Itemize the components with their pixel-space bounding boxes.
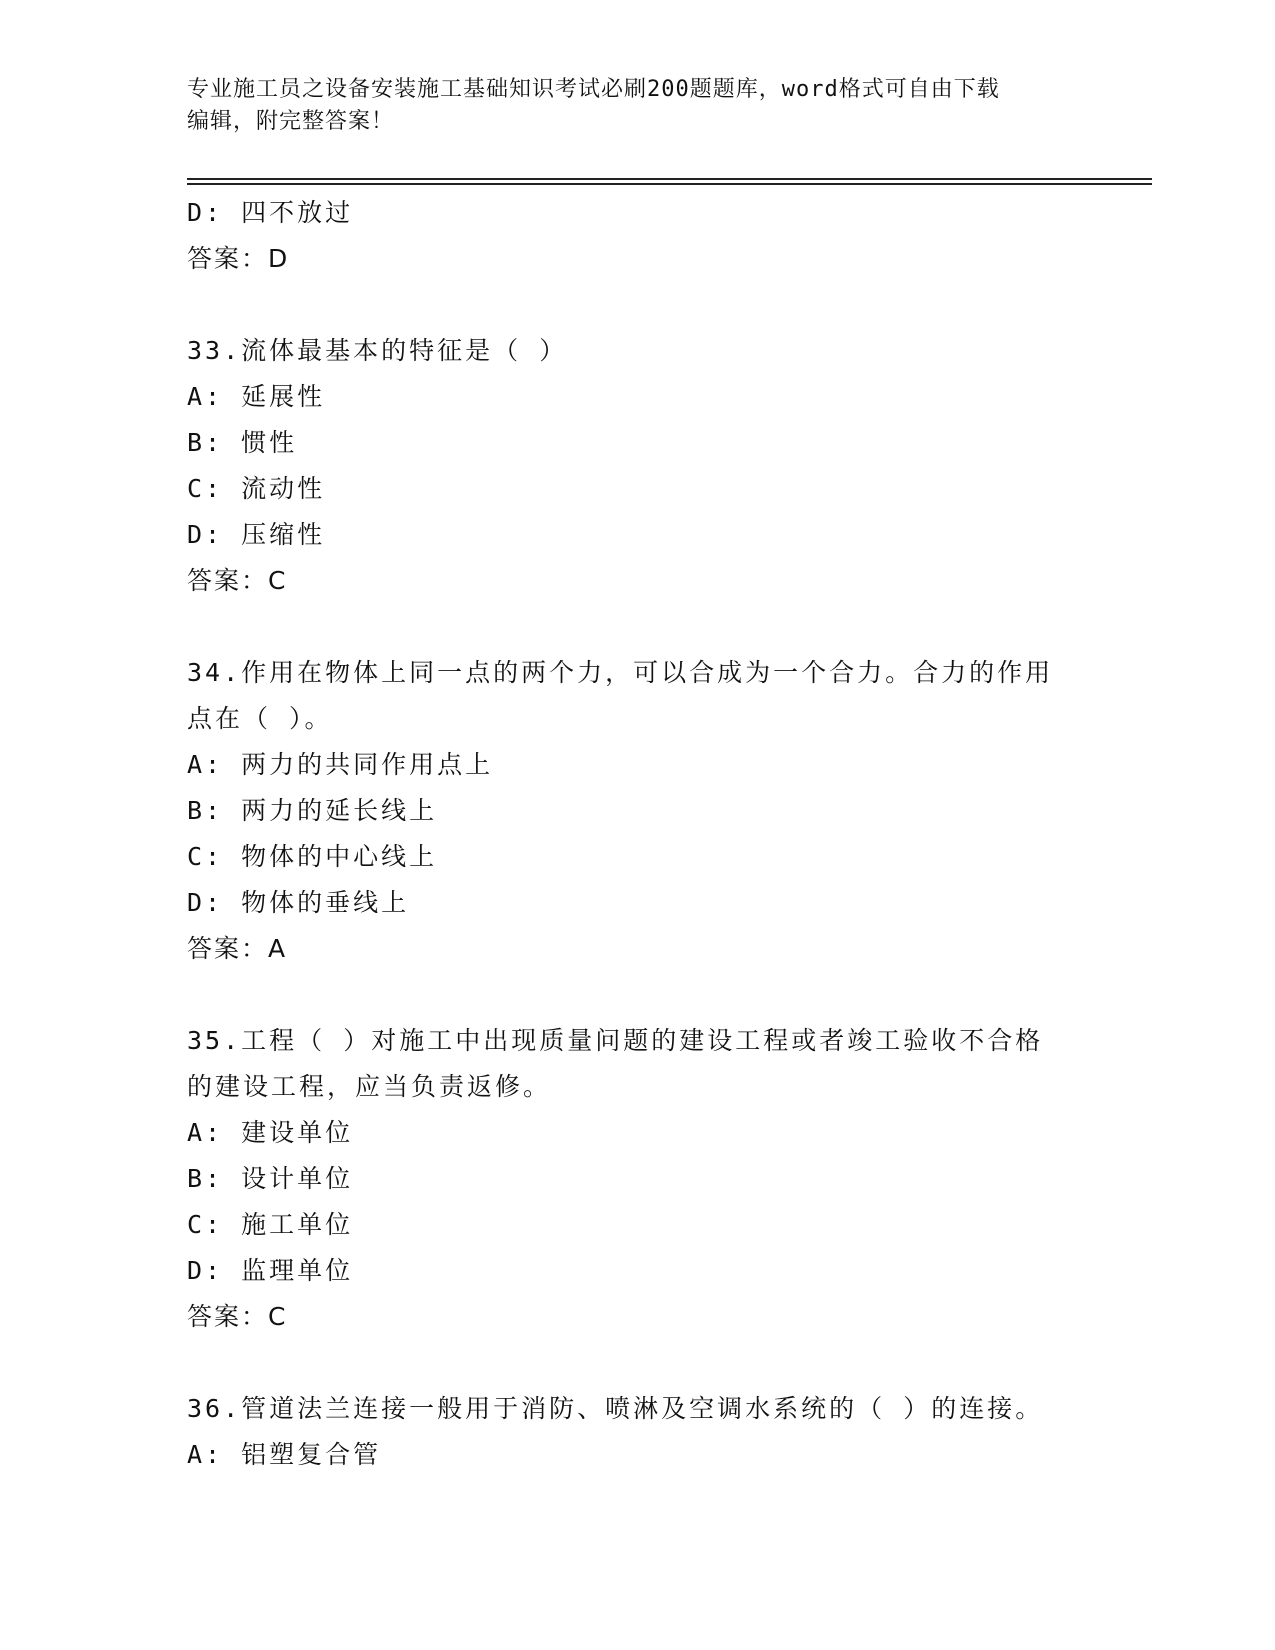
spacer	[187, 972, 1087, 1018]
option-a: A: 铝塑复合管	[187, 1440, 382, 1469]
option-d: D: 四不放过	[187, 198, 354, 227]
header-divider-bottom	[187, 183, 1152, 185]
answer-line: 答案：C	[187, 566, 288, 595]
option-d: D: 物体的垂线上	[187, 888, 410, 917]
question-text: 33.流体最基本的特征是（ ）	[187, 336, 568, 365]
question-34	[187, 650, 1087, 972]
header-divider-top	[187, 178, 1152, 180]
question-text: 36.管道法兰连接一般用于消防、喷淋及空调水系统的（ ）的连接。	[187, 1394, 1044, 1423]
question-33	[187, 328, 1087, 604]
option-d: D: 压缩性	[187, 520, 326, 549]
spacer	[187, 1340, 1087, 1386]
option-c: C: 物体的中心线上	[187, 842, 438, 871]
document-header	[187, 74, 1067, 138]
question-text: 35.工程（ ）对施工中出现质量问题的建设工程或者竣工验收不合格	[187, 1026, 1044, 1055]
answer-line: 答案：A	[187, 934, 288, 963]
question-list	[187, 190, 1087, 1478]
option-d: D: 监理单位	[187, 1256, 354, 1285]
previous-question-tail	[187, 190, 1087, 282]
answer-line: 答案：C	[187, 1302, 288, 1331]
option-a: A: 两力的共同作用点上	[187, 750, 494, 779]
spacer	[187, 282, 1087, 328]
spacer	[187, 604, 1087, 650]
answer-line: 答案：D	[187, 244, 290, 273]
question-36	[187, 1386, 1087, 1478]
question-text-continued: 点在（ ）。	[187, 704, 333, 733]
option-b: B: 设计单位	[187, 1164, 354, 1193]
question-text: 34.作用在物体上同一点的两个力，可以合成为一个合力。合力的作用	[187, 658, 1054, 687]
question-35	[187, 1018, 1087, 1340]
option-a: A: 延展性	[187, 382, 326, 411]
question-text-continued: 的建设工程，应当负责返修。	[187, 1072, 552, 1101]
header-line-1: 专业施工员之设备安装施工基础知识考试必刷200题题库，word格式可自由下载	[187, 77, 1000, 102]
option-b: B: 两力的延长线上	[187, 796, 438, 825]
header-line-2: 编辑，附完整答案！	[187, 109, 395, 134]
option-a: A: 建设单位	[187, 1118, 354, 1147]
option-c: C: 施工单位	[187, 1210, 354, 1239]
option-b: B: 惯性	[187, 428, 298, 457]
option-c: C: 流动性	[187, 474, 326, 503]
